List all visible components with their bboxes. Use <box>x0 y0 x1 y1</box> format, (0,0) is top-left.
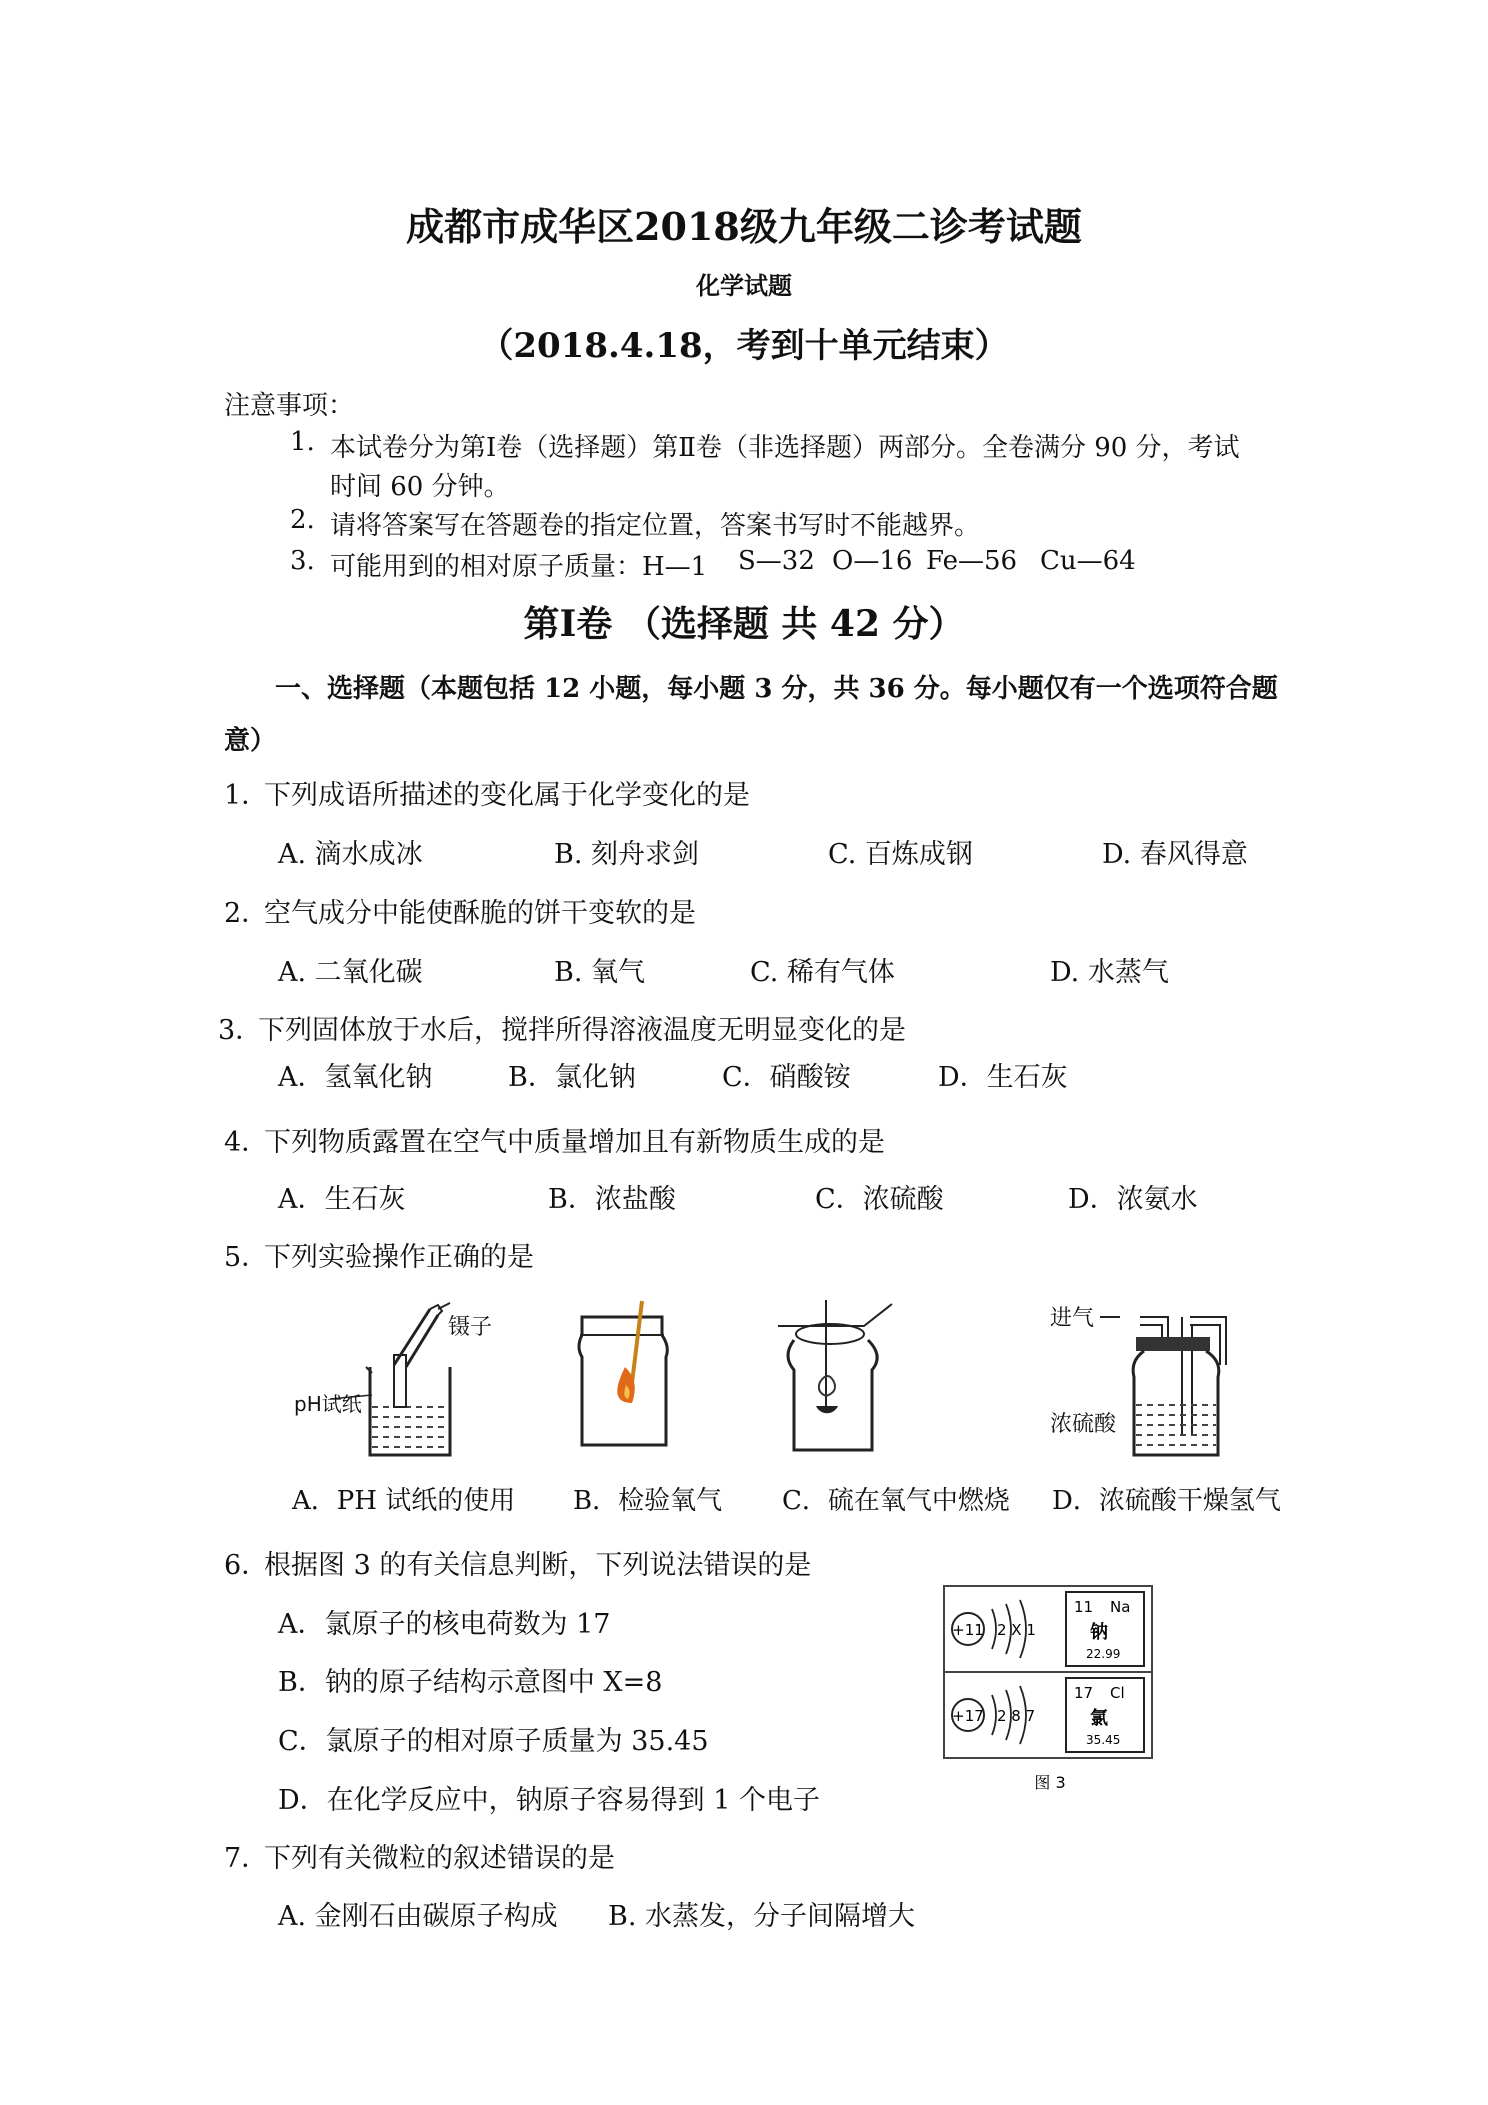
q3-num: 3． <box>218 1015 263 1046</box>
q6-stem: 根据图 3 的有关信息判断，下列说法错误的是 <box>264 1550 812 1581</box>
note-1-num: 1. <box>290 427 315 457</box>
q5-option-d[interactable]: D．浓硫酸干燥氢气 <box>1052 1486 1281 1516</box>
svg-text:+17: +17 <box>952 1707 984 1725</box>
figure-3-atom-structures <box>940 1582 1160 1802</box>
q6-option-c[interactable]: C．氯原子的相对原子质量为 35.45 <box>278 1726 709 1757</box>
q6-num: 6． <box>224 1550 269 1581</box>
svg-text:11: 11 <box>1074 1598 1094 1616</box>
q3-option-d[interactable]: D．生石灰 <box>938 1062 1068 1093</box>
svg-text:钠: 钠 <box>1090 1622 1108 1643</box>
figure-sulfur-burning <box>768 1290 908 1460</box>
na-shells: 2 X 1 <box>997 1621 1036 1639</box>
note-1-line1: 本试卷分为第Ⅰ卷（选择题）第Ⅱ卷（非选择题）两部分。全卷满分 90 分，考试 <box>330 433 1240 463</box>
q1-option-c[interactable]: C. 百炼成钢 <box>828 839 973 870</box>
atomic-mass-cu: Cu—64 <box>1040 546 1136 576</box>
q3-option-c[interactable]: C．硝酸铵 <box>722 1062 851 1093</box>
section-heading: 一、选择题（本题包括 12 小题，每小题 3 分，共 36 分。每小题仅有一个选项符合题 <box>275 674 1278 704</box>
q5-stem: 下列实验操作正确的是 <box>264 1242 534 1273</box>
label-conc-sulfuric-acid: 浓硫酸 <box>1050 1412 1117 1437</box>
q4-option-a[interactable]: A．生石灰 <box>278 1184 406 1215</box>
q3-option-b[interactable]: B．氯化钠 <box>508 1062 636 1093</box>
svg-text:+11: +11 <box>952 1621 984 1639</box>
q7-num: 7． <box>224 1843 269 1874</box>
exam-subtitle: 化学试题 <box>696 271 792 300</box>
q3-stem: 下列固体放于水后，搅拌所得溶液温度无明显变化的是 <box>258 1015 906 1046</box>
q3-option-a[interactable]: A．氢氧化钠 <box>278 1062 433 1093</box>
note-2-text: 请将答案写在答题卷的指定位置，答案书写时不能越界。 <box>330 511 981 541</box>
q6-option-a[interactable]: A．氯原子的核电荷数为 17 <box>278 1609 611 1640</box>
q6-option-b[interactable]: B．钠的原子结构示意图中 X=8 <box>278 1667 663 1698</box>
q7-option-a[interactable]: A. 金刚石由碳原子构成 <box>278 1901 558 1932</box>
label-ph-paper: pH试纸 <box>294 1392 362 1416</box>
q7-option-b[interactable]: B. 水蒸发，分子间隔增大 <box>608 1901 916 1932</box>
q4-stem: 下列物质露置在空气中质量增加且有新物质生成的是 <box>264 1127 885 1158</box>
svg-text:17: 17 <box>1074 1684 1094 1702</box>
svg-text:氯: 氯 <box>1090 1708 1108 1729</box>
q6-option-d[interactable]: D．在化学反应中，钠原子容易得到 1 个电子 <box>278 1785 820 1816</box>
q2-option-b[interactable]: B. 氧气 <box>554 957 646 988</box>
q2-stem: 空气成分中能使酥脆的饼干变软的是 <box>264 898 696 929</box>
svg-text:35.45: 35.45 <box>1086 1733 1121 1747</box>
part1-heading: 第Ⅰ卷 （选择题 共 42 分） <box>523 603 965 645</box>
figure-3-caption: 图 3 <box>1034 1773 1066 1792</box>
note-1-line2: 时间 60 分钟。 <box>330 472 510 502</box>
q5-num: 5． <box>224 1242 269 1273</box>
q2-option-c[interactable]: C. 稀有气体 <box>750 957 895 988</box>
notes-label: 注意事项： <box>224 391 355 421</box>
q1-stem: 下列成语所描述的变化属于化学变化的是 <box>264 780 750 811</box>
q5-option-c[interactable]: C．硫在氧气中燃烧 <box>782 1486 1010 1516</box>
q2-option-d[interactable]: D. 水蒸气 <box>1050 957 1169 988</box>
figure-acid-drying <box>1100 1295 1240 1465</box>
atomic-mass-fe: Fe—56 <box>926 546 1018 576</box>
atomic-mass-s: S—32 <box>738 546 815 576</box>
q5-option-b[interactable]: B．检验氧气 <box>573 1486 723 1516</box>
note-3-num: 3. <box>290 546 315 576</box>
q5-option-a[interactable]: A．PH 试纸的使用 <box>292 1486 516 1516</box>
atomic-mass-o: O—16 <box>832 546 913 576</box>
svg-text:Cl: Cl <box>1110 1684 1125 1702</box>
exam-title: 成都市成华区2018级九年级二诊考试题 <box>406 204 1082 249</box>
q4-option-d[interactable]: D．浓氨水 <box>1068 1184 1198 1215</box>
note-3-text: 可能用到的相对原子质量：H—1 <box>330 552 708 582</box>
q1-option-d[interactable]: D. 春风得意 <box>1102 839 1248 870</box>
section-heading-cont: 意） <box>224 726 277 756</box>
q1-option-a[interactable]: A. 滴水成冰 <box>278 839 423 870</box>
q7-stem: 下列有关微粒的叙述错误的是 <box>264 1843 615 1874</box>
svg-text:Na: Na <box>1110 1598 1131 1616</box>
note-2-num: 2. <box>290 505 315 535</box>
label-tweezers: 镊子 <box>448 1315 493 1340</box>
cl-shells: 2 8 7 <box>997 1707 1036 1725</box>
label-gas-in: 进气 <box>1050 1306 1095 1331</box>
figure-oxygen-test <box>570 1295 680 1465</box>
q2-option-a[interactable]: A. 二氧化碳 <box>278 957 423 988</box>
q4-option-c[interactable]: C．浓硫酸 <box>815 1184 944 1215</box>
q4-num: 4． <box>224 1127 269 1158</box>
q1-num: 1． <box>224 780 269 811</box>
q4-option-b[interactable]: B．浓盐酸 <box>548 1184 676 1215</box>
q1-option-b[interactable]: B. 刻舟求剑 <box>554 839 700 870</box>
exam-date-scope: （2018.4.18，考到十单元结束） <box>479 326 1009 366</box>
svg-text:22.99: 22.99 <box>1086 1647 1121 1661</box>
q2-num: 2． <box>224 898 269 929</box>
